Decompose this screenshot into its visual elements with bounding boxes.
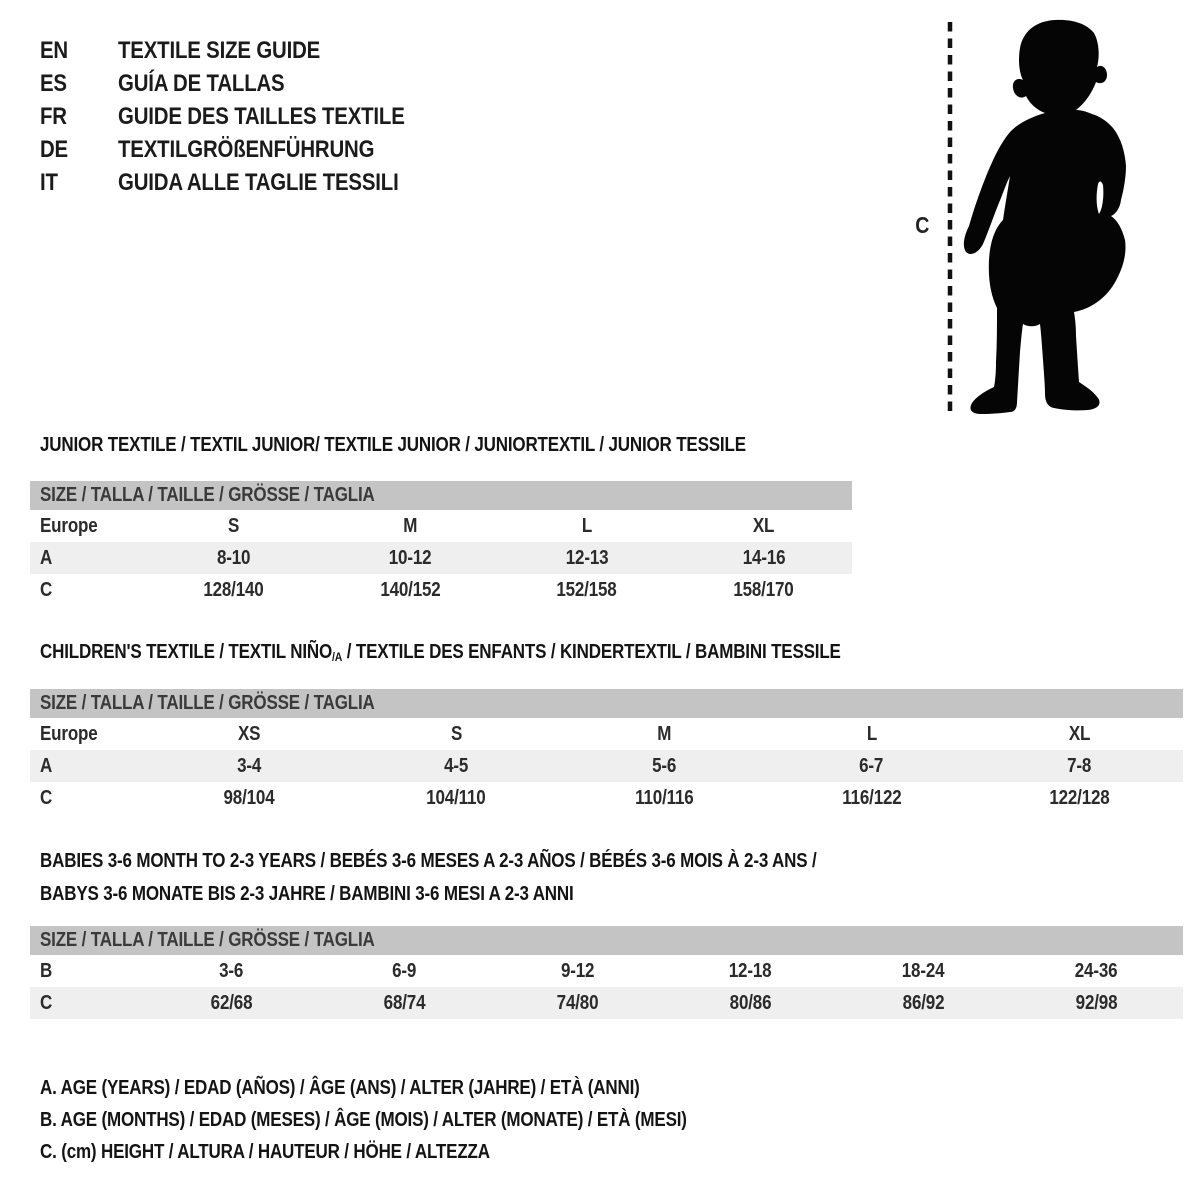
size-header-label: SIZE / TALLA / TAILLE / GRÖSSE / TAGLIA <box>40 484 375 506</box>
table-row-a <box>30 542 852 574</box>
size-header-bar <box>30 926 1183 955</box>
size-header-label: SIZE / TALLA / TAILLE / GRÖSSE / TAGLIA <box>40 692 375 714</box>
size-cell: M <box>403 514 418 537</box>
measure-c-label: C <box>915 212 929 238</box>
guide-title: TEXTILGRÖßENFÜHRUNG <box>118 135 375 163</box>
language-row <box>40 67 455 100</box>
row-label: B <box>40 959 53 982</box>
size-cell: S <box>227 514 239 537</box>
babies-size-table <box>30 926 1183 1019</box>
row-label: A <box>40 546 53 569</box>
age-cell: 18-24 <box>902 959 945 982</box>
guide-title: GUÍA DE TALLAS <box>118 69 285 97</box>
age-cell: 24-36 <box>1075 959 1118 982</box>
height-cell: 140/152 <box>379 578 441 601</box>
heading-subscript: /A <box>332 649 343 664</box>
language-row <box>40 166 455 199</box>
table-row-a <box>30 750 1183 782</box>
height-cell: 104/110 <box>426 786 487 809</box>
height-cell: 122/128 <box>1049 786 1110 809</box>
row-label: C <box>40 991 53 1014</box>
size-header-bar <box>30 689 1183 718</box>
size-cell: S <box>450 722 462 745</box>
guide-title: GUIDA ALLE TAGLIE TESSILI <box>118 168 399 196</box>
height-cell: 98/104 <box>223 786 275 809</box>
age-cell: 4-5 <box>444 754 469 777</box>
height-cell: 116/122 <box>841 786 902 809</box>
height-cell: 68/74 <box>383 991 426 1014</box>
legend-line-b: B. AGE (MONTHS) / EDAD (MESES) / ÂGE (MOIS) / ALTER (MONATE) / ETÀ (MESI) <box>40 1109 687 1131</box>
language-code: DE <box>40 135 69 163</box>
table-row-c <box>30 574 852 606</box>
age-cell: 3-4 <box>236 754 261 777</box>
age-cell: 12-18 <box>729 959 772 982</box>
height-cell: 128/140 <box>203 578 264 601</box>
age-cell: 6-9 <box>392 959 417 982</box>
age-cell: 7-8 <box>1067 754 1092 777</box>
table-row-europe <box>30 718 1183 750</box>
size-cell: XL <box>752 514 775 537</box>
size-header-bar <box>30 481 852 510</box>
measurement-legend <box>40 1072 801 1168</box>
row-label: C <box>40 578 53 601</box>
heading-line-1: BABIES 3-6 MONTH TO 2-3 YEARS / BEBÉS 3-6 MESES A 2-3 AÑOS / BÉBÉS 3-6 MOIS À 2-3 ANS / <box>40 850 817 872</box>
size-cell: XL <box>1068 722 1090 745</box>
height-cell: 152/158 <box>556 578 618 601</box>
row-label: A <box>40 754 53 777</box>
size-header-label: SIZE / TALLA / TAILLE / GRÖSSE / TAGLIA <box>40 929 375 951</box>
size-cell: L <box>581 514 592 537</box>
legend-line-c: C. (cm) HEIGHT / ALTURA / HAUTEUR / HÖHE / ALTEZZA <box>40 1141 490 1163</box>
guide-title: TEXTILE SIZE GUIDE <box>118 36 321 64</box>
language-title-list <box>40 34 455 199</box>
section-heading: JUNIOR TEXTILE / TEXTIL JUNIOR/ TEXTILE JUNIOR / JUNIORTEXTIL / JUNIOR TESSILE <box>40 434 746 456</box>
row-label: Europe <box>40 514 98 537</box>
heading-line-2: BABYS 3-6 MONATE BIS 2-3 JAHRE / BAMBINI 3-6 MESI A 2-3 ANNI <box>40 883 574 905</box>
age-cell: 3-6 <box>219 959 244 982</box>
language-row <box>40 34 455 67</box>
table-row-c <box>30 782 1183 814</box>
age-cell: 6-7 <box>859 754 884 777</box>
size-cell: XS <box>237 722 260 745</box>
age-cell: 12-13 <box>565 546 609 569</box>
row-label: C <box>40 786 53 809</box>
junior-size-table <box>30 481 852 606</box>
height-cell: 62/68 <box>210 991 253 1014</box>
height-cell: 110/116 <box>634 786 694 809</box>
age-cell: 10-12 <box>388 546 432 569</box>
size-cell: M <box>656 722 671 745</box>
height-cell: 158/170 <box>733 578 794 601</box>
language-code: EN <box>40 36 69 64</box>
height-cell: 74/80 <box>556 991 599 1014</box>
section-heading <box>40 845 954 911</box>
legend-line-a: A. AGE (YEARS) / EDAD (AÑOS) / ÂGE (ANS) / ALTER (JAHRE) / ETÀ (ANNI) <box>40 1077 640 1099</box>
section-heading <box>40 641 841 664</box>
row-label: Europe <box>40 722 98 745</box>
language-code: FR <box>40 102 67 130</box>
height-measure-figure <box>935 14 1140 424</box>
age-cell: 8-10 <box>216 546 251 569</box>
age-cell: 5-6 <box>651 754 677 777</box>
language-code: IT <box>40 168 58 196</box>
table-row-b <box>30 955 1183 987</box>
height-cell: 86/92 <box>902 991 945 1014</box>
table-row-c <box>30 987 1183 1019</box>
guide-title: GUIDE DES TAILLES TEXTILE <box>118 102 405 130</box>
children-size-table <box>30 689 1183 814</box>
age-cell: 14-16 <box>742 546 785 569</box>
heading-text: / TEXTILE DES ENFANTS / KINDERTEXTIL / BAMBINI TESSILE <box>342 641 841 663</box>
size-cell: L <box>866 722 877 745</box>
table-row-europe <box>30 510 852 542</box>
heading-text: CHILDREN'S TEXTILE / TEXTIL NIÑO <box>40 641 333 663</box>
height-cell: 80/86 <box>729 991 772 1014</box>
language-code: ES <box>40 69 67 97</box>
toddler-silhouette <box>964 20 1126 414</box>
height-cell: 92/98 <box>1075 991 1118 1014</box>
language-row <box>40 100 455 133</box>
age-cell: 9-12 <box>560 959 595 982</box>
language-row <box>40 133 455 166</box>
